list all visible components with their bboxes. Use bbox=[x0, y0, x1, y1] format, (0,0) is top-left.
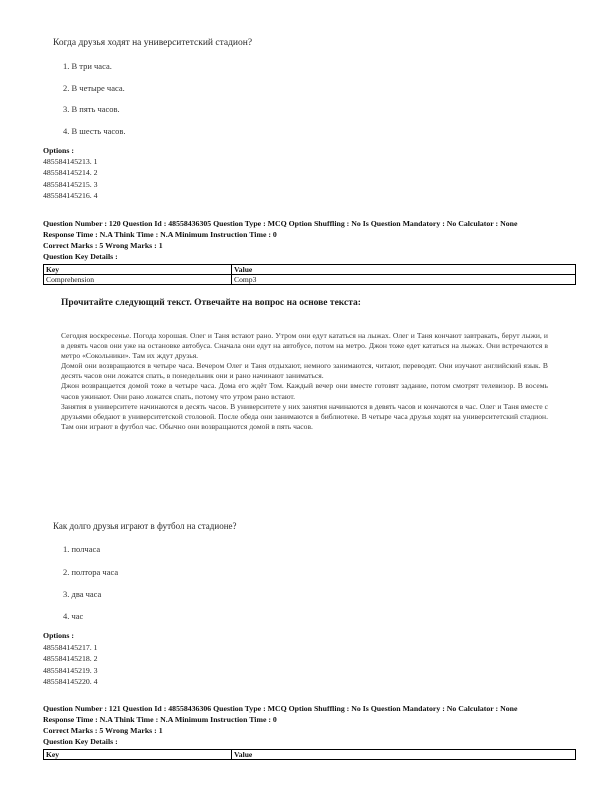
key-details-label: Question Key Details : bbox=[43, 252, 118, 261]
options-label: Options : bbox=[43, 146, 74, 155]
option-id: 485584145214. 2 bbox=[43, 168, 98, 177]
question-text: Когда друзья ходят на университетский стадион? bbox=[53, 38, 253, 48]
table-header-value: Value bbox=[232, 265, 576, 275]
passage-paragraph: Занятия в университете начинаются в десять часов. В университете у них занятия начинаются в девять часов и кончаются в час. Олег и Таня вместе с друзьями обедают в университетской столовой. После обеда они занимаются в библиотеке. В четыре часа друзья ходят на университетский стадион. Там они играют в футбол час. Обычно они возвращаются домой в пять часов. bbox=[61, 401, 548, 431]
question-text: Как долго друзья играют в футбол на стадионе? bbox=[53, 521, 237, 531]
options-label: Options : bbox=[43, 631, 74, 640]
answer-choice: 2. полтора часа bbox=[63, 567, 119, 577]
question-meta: Question Number : 120 Question Id : 48558436305 Question Type : MCQ Option Shuffling : No Is Question Mandatory : No Calculator : None bbox=[43, 219, 518, 228]
option-id: 485584145213. 1 bbox=[43, 157, 98, 166]
answer-choice: 3. два часа bbox=[63, 589, 102, 599]
key-details-label: Question Key Details : bbox=[43, 737, 118, 746]
question-meta-timing: Response Time : N.A Think Time : N.A Minimum Instruction Time : 0 bbox=[43, 230, 277, 239]
option-id: 485584145217. 1 bbox=[43, 643, 98, 652]
key-details-table bbox=[43, 264, 576, 285]
table-row bbox=[44, 265, 576, 275]
passage-paragraph: Сегодня воскресенье. Погода хорошая. Олег и Таня встают рано. Утром они едут кататься на лыжах. Олег и Таня кончают завтракать, берут лыжи, и в девять часов они уже на остановке автобуса. Сначала они едут на автобусе, потом на метро. Джон тоже едет кататься на лыжах. Они встречаются в метро «Сокольники». Там их ждут друзья. bbox=[61, 331, 548, 361]
question-meta: Question Number : 121 Question Id : 48558436306 Question Type : MCQ Option Shuffling : No Is Question Mandatory : No Calculator : None bbox=[43, 704, 518, 713]
option-id: 485584145216. 4 bbox=[43, 191, 98, 200]
answer-choice: 1. В три часа. bbox=[63, 61, 112, 71]
marks-line: Correct Marks : 5 Wrong Marks : 1 bbox=[43, 726, 163, 735]
table-header-value: Value bbox=[232, 750, 576, 760]
table-row bbox=[44, 275, 576, 285]
option-id: 485584145219. 3 bbox=[43, 666, 98, 675]
passage-paragraph: Домой они возвращаются в четыре часа. Вечером Олег и Таня отдыхают, немного занимаются, читают, переводят. Они изучают английский язык. В десять часов они ложатся спать, в понедельник они и рано начинают заниматься. bbox=[61, 361, 548, 381]
table-cell-key: Comprehension bbox=[44, 275, 232, 285]
answer-choice: 2. В четыре часа. bbox=[63, 83, 125, 93]
answer-choice: 4. В шесть часов. bbox=[63, 126, 126, 136]
option-id: 485584145220. 4 bbox=[43, 677, 98, 686]
key-details-table bbox=[43, 749, 576, 760]
reading-passage bbox=[61, 331, 548, 432]
table-header-key: Key bbox=[44, 750, 232, 760]
option-id: 485584145218. 2 bbox=[43, 654, 98, 663]
answer-choice: 4. час bbox=[63, 611, 84, 621]
marks-line: Correct Marks : 5 Wrong Marks : 1 bbox=[43, 241, 163, 250]
table-row bbox=[44, 750, 576, 760]
answer-choice: 3. В пять часов. bbox=[63, 104, 120, 114]
option-id: 485584145215. 3 bbox=[43, 180, 98, 189]
answer-choice: 1. полчаса bbox=[63, 544, 101, 554]
passage-paragraph: Джон возвращается домой тоже в четыре часа. Дома его ждёт Том. Каждый вечер они вместе готовят задание, потом смотрят телевизор. В восемь часов ужинают. Они рано ложатся спать, потому что утром рано встают. bbox=[61, 381, 548, 401]
passage-heading: Прочитайте следующий текст. Отвечайте на вопрос на основе текста: bbox=[61, 298, 361, 308]
table-header-key: Key bbox=[44, 265, 232, 275]
table-cell-value: Comp3 bbox=[232, 275, 576, 285]
question-meta-timing: Response Time : N.A Think Time : N.A Minimum Instruction Time : 0 bbox=[43, 715, 277, 724]
